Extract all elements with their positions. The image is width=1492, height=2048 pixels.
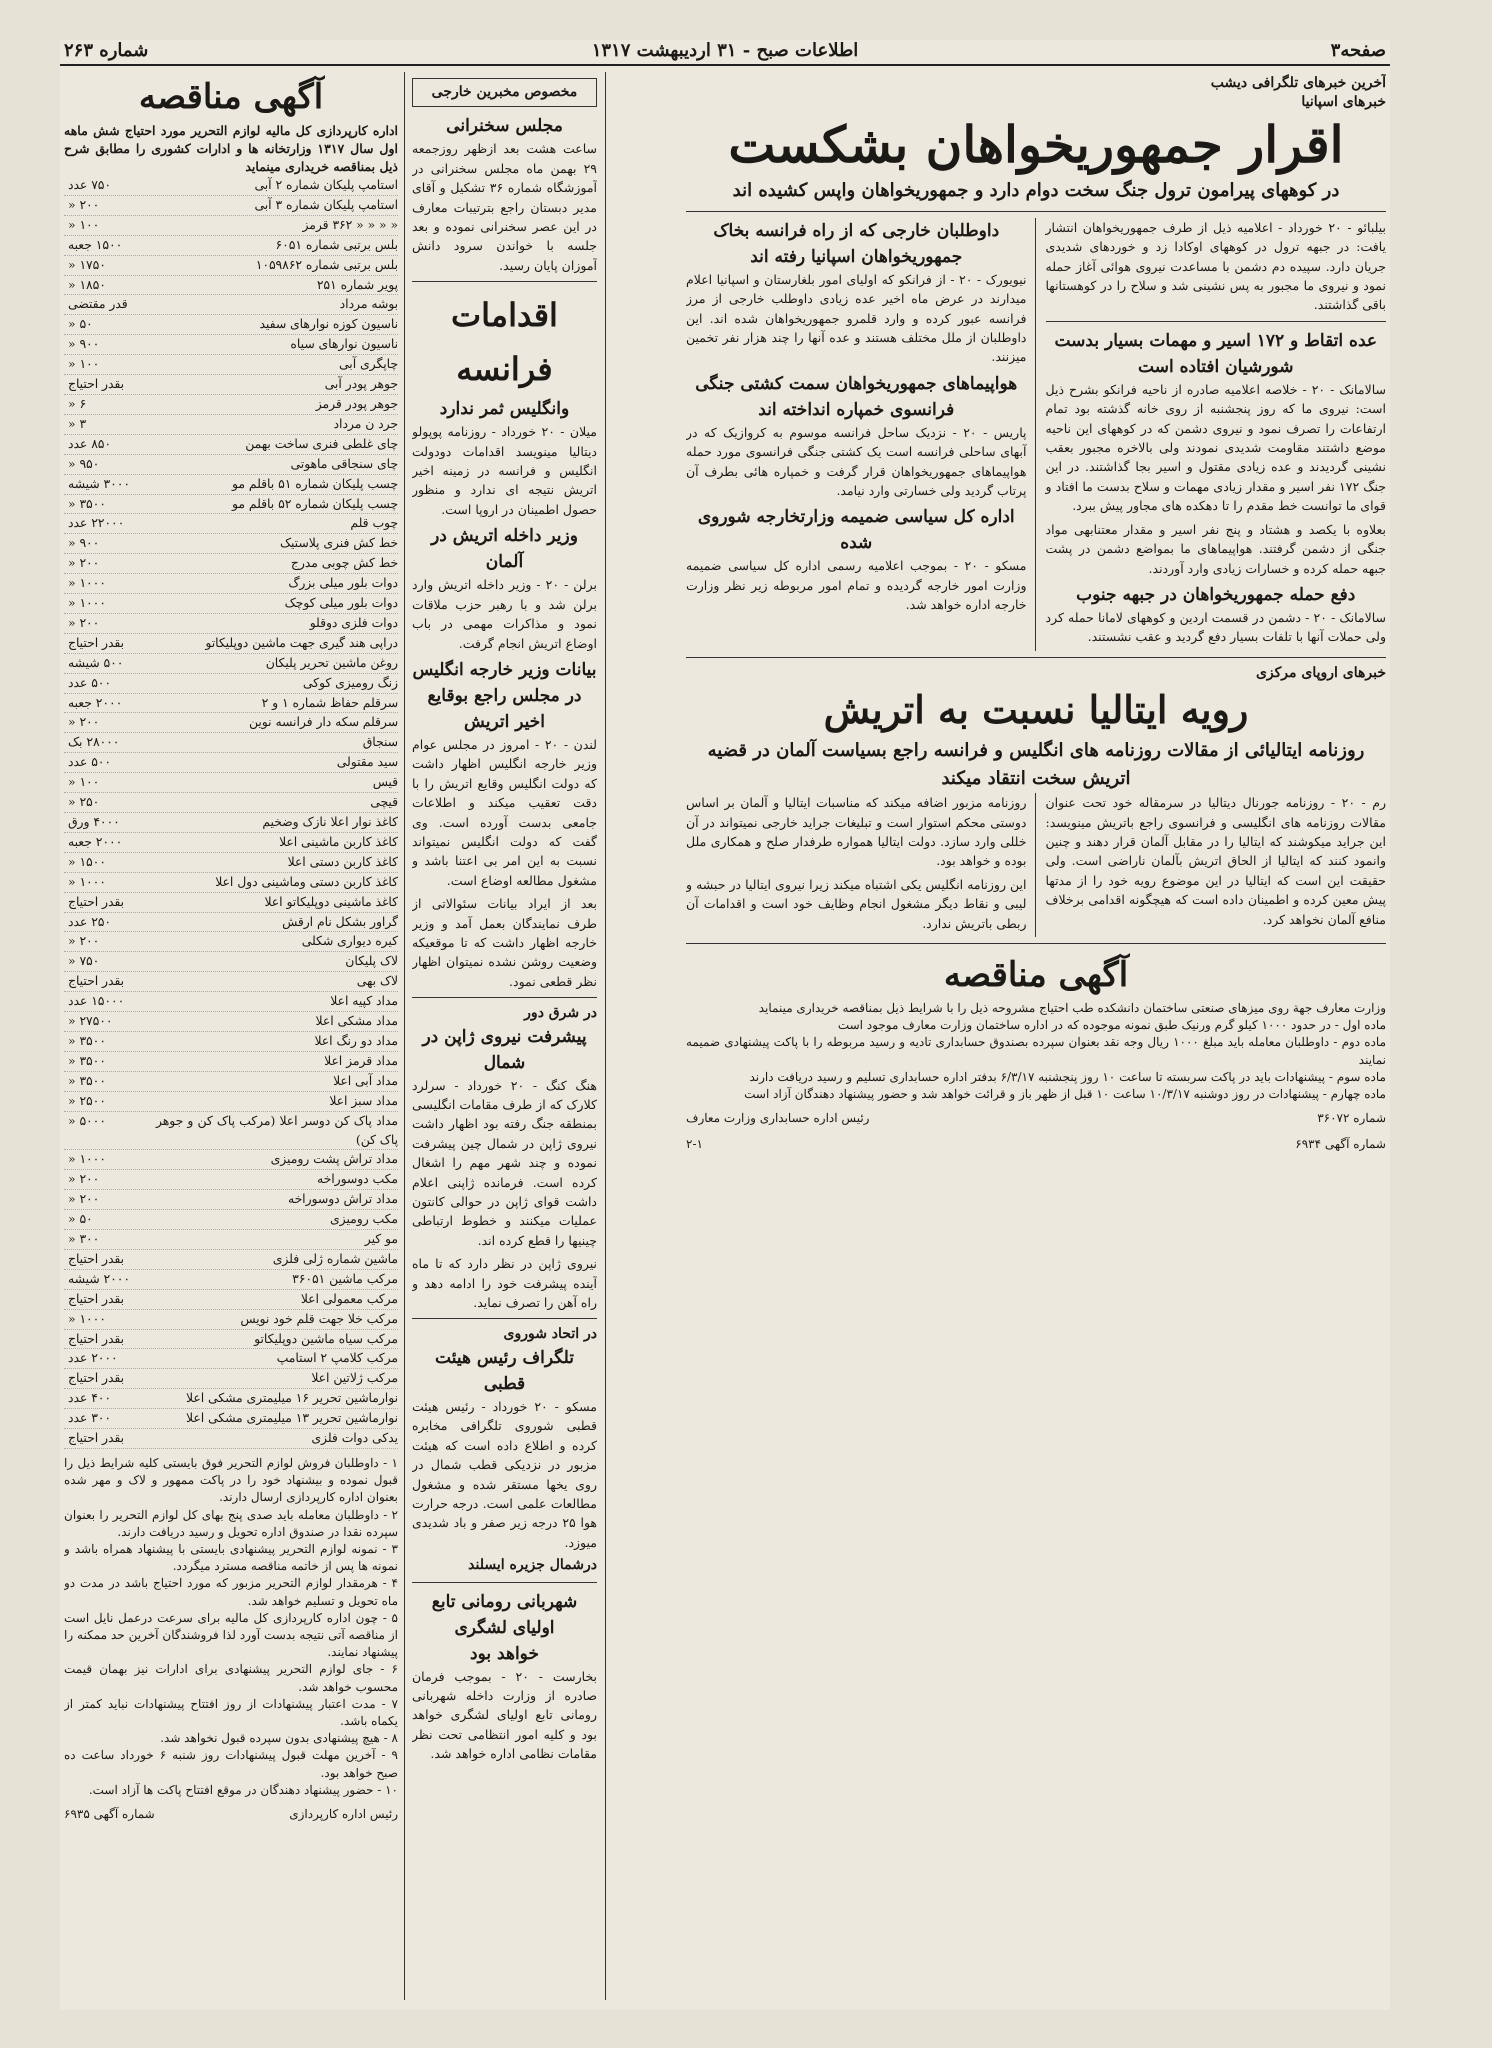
- supply-item-quantity: بقدر احتیاج: [68, 1431, 125, 1446]
- supply-item-quantity: ۳۵۰۰ «: [68, 1073, 106, 1088]
- south-front-paragraph: سالامانک - ۲۰ - دشمن در قسمت اردین و کوههای لامانا حمله کرد ولی حملات آنها با تلفات بسیار دفع گردید و عقب نشستند.: [1045, 609, 1386, 645]
- supply-item-name: دراپی هند گیری جهت ماشین دوپلیکاتو: [205, 635, 398, 650]
- supply-item-name: ماشین شماره ژلی فلزی: [272, 1251, 398, 1266]
- supply-item-name: ناسیون کوزه نوارهای سفید: [259, 317, 398, 332]
- supply-item-name: سنجاق: [362, 735, 398, 750]
- heading-soviet-admin: اداره کل سیاسی ضمیمه وزارتخارجه شوروی شده: [697, 507, 1015, 554]
- issue-number: شماره ۲۶۳: [64, 40, 149, 61]
- supply-item-quantity: ۳ «: [68, 416, 87, 431]
- supply-item-name: مداد تراش دوسوراخه: [287, 1192, 398, 1207]
- italy-columns: [686, 793, 1386, 937]
- supply-item-quantity: ۳۵۰۰ «: [68, 1053, 106, 1068]
- supply-item-quantity: ۲۰۰ «: [68, 1172, 100, 1187]
- supply-item-quantity: ۴۰۰۰ ورق: [68, 815, 120, 829]
- supply-item-quantity: ۵۰۰ عدد: [68, 755, 112, 770]
- section-central-europe: خبرهای اروپای مرکزی: [1255, 664, 1386, 681]
- supply-item-name: استامپ پلیکان شماره ۳ آبی: [254, 197, 398, 212]
- publication-date: اطلاعات صبح - ۳۱ اردیبهشت ۱۳۱۷: [591, 40, 859, 61]
- heading-volunteers: داوطلبان خارجی که از راه فرانسه بخاک جمهوریخواهان اسپانیا رفته اند: [713, 220, 1000, 267]
- supply-item: [64, 1150, 398, 1170]
- supply-item: [64, 773, 398, 793]
- supply-item: [64, 395, 398, 415]
- supply-item: [64, 176, 398, 196]
- supply-item-name: کاغذ کاربن ماشینی اعلا: [279, 834, 398, 849]
- supply-item-name: مکب دوسوراخه: [317, 1172, 398, 1187]
- heading-majlis: مجلس سخنرانی: [446, 116, 563, 137]
- supply-item-name: بلس برتبی شماره ۱۰۵۹۸۶۲: [255, 257, 398, 272]
- tender-ad-sign: رئیس اداره حسابداری وزارت معارف: [686, 1111, 870, 1126]
- supply-item-quantity: ۱۷۵۰ «: [68, 257, 106, 272]
- tender-ad-footer-2: [686, 1135, 1386, 1154]
- supply-condition: ۲ - داوطلبان معامله باید صدی پنج بهای کل لوازم التحریر را بعنوان سپرده نقدا در صندوق اداره تحویل و رسید دریافت دارند.: [64, 1507, 398, 1539]
- supply-item-name: مداد قرمز اعلا: [324, 1053, 398, 1068]
- supply-item-quantity: ۸۵۰ عدد: [68, 436, 112, 451]
- supply-item: [64, 1052, 398, 1072]
- heading-planes: هواپیماهای جمهوریخواهان سمت کشتی جنگی فرانسوی خمپاره انداخته اند: [695, 373, 1018, 420]
- supply-item: [64, 873, 398, 893]
- supply-item: [64, 534, 398, 554]
- tender-ad-title: آگهی مناقصه: [943, 954, 1129, 995]
- supply-item: [64, 753, 398, 773]
- tender-ad-line: ماده دوم - داوطلبان معامله باید مبلغ ۱۰۰۰ ریال وجه نقد بعنوان سپرده بصندوق حسابداری تادیه و رسید مربوطه را با پاکت پیشنهادی ضمیمه نمایند: [686, 1035, 1386, 1067]
- supply-item-name: چسب پلیکان شماره ۵۲ باقلم مو: [232, 496, 398, 511]
- tender-ad-line: ماده چهارم - پیشنهادات در روز دوشنبه ۱۰/۳/۱۷ ساعت ۱۰ قبل از ظهر باز و قرائت خواهد شد و حضور پیشنهاد دهندگان آزاد است: [744, 1086, 1386, 1101]
- supply-item-name: چاپگری آبی: [339, 357, 398, 372]
- supply-item: [64, 1230, 398, 1250]
- supply-item-name: بلس برتبی شماره ۶۰۵۱: [275, 237, 398, 252]
- supply-item-name: بوشه مرداد: [339, 297, 398, 312]
- tender-ad-intro: وزارت معارف جهة روی میزهای صنعتی ساختمان دانشکده طب احتیاج مشروحه ذیل را با شرایط ذیل بمناقصه خریداری مینماید: [758, 1000, 1386, 1015]
- prisoners-paragraph-2: بعلاوه با یکصد و هشتاد و پنج نفر اسیر و مقدار معتنابهی مواد جنگی از دشمن گرفتند. هواپیماهای ما بمواضع دشمن در پشت جبهه حمله کرده و خسارات زیادی وارد آوردند.: [1045, 521, 1386, 576]
- supply-item-quantity: ۳۵۰۰ «: [68, 496, 106, 511]
- supply-item-quantity: بقدر احتیاج: [68, 974, 125, 989]
- supply-item-quantity: ۲۲۰۰۰ عدد: [68, 516, 125, 531]
- british-statement-paragraph: لندن - ۲۰ - امروز در مجلس عوام وزیر خارجه انگلیس اظهار داشت که دولت انگلیس وقایع اتریش را با دقت تعقیب میکند و اطلاعات جامعی بدست آورده است. وی گفت که دولت انگلیس نمیتواند نسبت به این امر بی اعتنا باشد و مشغول مطالعه اوضاع است.: [412, 736, 597, 888]
- france-paragraph: میلان - ۲۰ خورداد - روزنامه پوپولو دیتالیا مینویسد اقدامات دودولت انگلیس و فرانسه در زمینه اخیر اتریش نتیجه ای ندارد و منظور حصول اطمینان در اروپا است.: [412, 424, 597, 517]
- supply-item-name: سرقلم سکه دار فرانسه نوین: [249, 715, 398, 730]
- supply-item: [64, 216, 398, 236]
- supply-item-name: « « « « ۳۶۲ قرمز: [302, 217, 398, 232]
- supply-item-name: یدکی دوات فلزی: [311, 1431, 398, 1446]
- heading-interior-minister: وزیر داخله اتریش در آلمان: [431, 526, 578, 573]
- masthead: [60, 40, 1390, 66]
- supply-item: [64, 1032, 398, 1052]
- supplies-conditions: [64, 1455, 398, 1799]
- supply-item-quantity: ۲۵۰ عدد: [68, 914, 112, 929]
- supply-item-name: ناسیون نوارهای سیاه: [290, 337, 398, 352]
- supply-item-quantity: ۹۰۰ «: [68, 337, 100, 352]
- supply-item: [64, 1310, 398, 1330]
- supply-condition: ۹ - آخرین مهلت قبول پیشنهادات روز شنبه ۶ خورداد ساعت ده صبح خواهد بود.: [64, 1748, 398, 1780]
- supply-item-name: قیچی: [370, 795, 398, 810]
- supply-item: [64, 295, 398, 315]
- supply-item-name: مو کیر: [364, 1232, 398, 1247]
- supply-item-name: مداد کپیه اعلا: [330, 994, 398, 1009]
- japan-paragraph-2: نیروی ژاپن در نظر دارد که تا ماه آینده پیشرفت خود را ادامه دهد و راه آهن را تصرف نماید.: [412, 1256, 597, 1311]
- supply-item-name: مرکب کلامپ ۲ استامپ: [276, 1351, 398, 1366]
- supplies-ad-number: شماره آگهی ۶۹۳۵: [64, 1807, 155, 1822]
- supply-item: [64, 495, 398, 515]
- supply-item-quantity: بقدر احتیاج: [68, 1371, 125, 1386]
- supply-item: [64, 1409, 398, 1429]
- supply-item-name: دوات بلور میلی کوچک: [284, 596, 398, 611]
- supply-item-quantity: بقدر احتیاج: [68, 1291, 125, 1306]
- supply-item-name: کاغذ نوار اعلا نازک وضخیم: [262, 815, 398, 829]
- supply-item: [64, 315, 398, 335]
- kicker-telegraph: آخرین خبرهای تلگرافی دیشب: [1210, 75, 1386, 91]
- supply-item: [64, 1250, 398, 1270]
- supply-item: [64, 913, 398, 933]
- supply-item-quantity: ۲۰۰۰ جعبه: [68, 695, 123, 710]
- newspaper-page: [60, 40, 1390, 2010]
- heading-prisoners: عده اتقاط و ۱۷۲ اسیر و مهمات بسیار بدست شورشیان افتاده است: [1054, 330, 1378, 377]
- supply-item: [64, 1369, 398, 1389]
- supply-item-name: کاغذ کاربن دستی اعلا: [287, 854, 398, 869]
- supply-item-name: کاغذ کاربن دستی وماشینی دول اعلا: [215, 874, 398, 889]
- headline-italy-austria: رویه ایتالیا نسبت به اتریش: [823, 687, 1249, 733]
- supply-item: [64, 375, 398, 395]
- supply-item-name: جوهر پودر قرمز: [315, 396, 398, 411]
- supply-item-name: چای سنجاقی ماهوتی: [290, 456, 398, 471]
- supply-item-name: کیره دیواری شکلی: [301, 934, 398, 949]
- supply-item-name: گراور بشکل نام ارقش: [282, 914, 398, 929]
- italy-paragraph-1: رم - ۲۰ - روزنامه جورنال دیتالیا در سرمقاله خود تحت عنوان مقالات روزنامه های انگلیسی و فرانسوی راجع باتریش مینویسد: این جراید میکوشند که ایتالیا را در مقابل آلمان قرار دهند و چنین وانمود کنند که ایتالیا از الحاق اتریش بآلمان ناراضی است. ولی حقیقت این است که ایتالیا در این موضوع رویه خود را از مدتها پیش معین کرده و اطمینان داده است که هیچگونه اقدامی برخلاف منافع آلمان نخواهد کرد.: [1045, 795, 1386, 927]
- supply-item-quantity: ۶ «: [68, 396, 87, 411]
- supply-condition: ۵ - چون اداره کارپردازی کل مالیه برای سرعت درعمل نایل است از مناقصه آتی نتیجه بدست آورد لذا فروشندگان آخرین حد ممکنه را پیشنهاد نمایند.: [64, 1610, 398, 1660]
- supply-item-quantity: ۲۰۰ «: [68, 556, 100, 571]
- supply-item-quantity: ۱۵۰۰ جعبه: [68, 237, 123, 252]
- romania-paragraph: بخارست - ۲۰ - بموجب فرمان صادره از وزارت داخله شهربانی رومانی تابع اولیای لشگری خواهد بود و کلیه امور انتظامی تحت نظر مقامات نظامی اداره خواهد شد.: [412, 1668, 597, 1762]
- supply-item-name: مرکب ماشین ۳۶۰۵۱: [292, 1271, 398, 1286]
- supply-item-quantity: بقدر احتیاج: [68, 635, 125, 650]
- supply-item: [64, 514, 398, 534]
- supply-item-quantity: ۵۰ «: [68, 317, 93, 332]
- supply-item-quantity: ۱۸۵۰ «: [68, 277, 106, 292]
- supply-item-name: مرکب خلا جهت قلم خود نویس: [240, 1311, 398, 1326]
- supply-condition: ۴ - هرمقدار لوازم التحریر مزبور که مورد احتیاج باشد در مدت دو ماه تحویل و تسلیم خواهد شد.: [64, 1576, 398, 1608]
- supply-item-quantity: ۱۰۰ «: [68, 775, 100, 790]
- supply-item-quantity: ۵۰۰ شیشه: [68, 655, 124, 670]
- supply-item: [64, 833, 398, 853]
- supply-item-quantity: ۲۰۰۰ جعبه: [68, 834, 123, 849]
- supply-item: [64, 932, 398, 952]
- supply-item-name: مداد سبز اعلا: [329, 1093, 398, 1108]
- tender-ad-footer: [686, 1109, 1386, 1128]
- supply-item-quantity: ۱۰۰ «: [68, 217, 100, 232]
- section-soviet: در اتحاد شوروی: [503, 1326, 597, 1343]
- british-statement-paragraph-2: بعد از ایراد بیانات سئوالاتی از طرف نمایندگان بعمل آمد و وزیر خارجه اظهار داشت که تا موقعیکه وضعیت روشن نشده نمیتوان اظهار نظر قطعی نمود.: [412, 896, 597, 989]
- supply-item: [64, 634, 398, 654]
- supply-item: [64, 276, 398, 296]
- supply-item-name: خط کش فنری پلاستیک: [279, 536, 398, 551]
- tender-ad-page: ۲-۱: [686, 1136, 703, 1151]
- supply-item: [64, 1092, 398, 1112]
- supply-condition: ۳ - نمونه لوازم التحریر پیشنهادی بایستی با پیشنهاد همراه باشد و نمونه ها پس از خاتمه مناقصه مسترد میگردد.: [64, 1542, 398, 1574]
- tender-ad-ref: شماره ۳۶۰۷۲: [1317, 1111, 1386, 1126]
- supply-item: [64, 455, 398, 475]
- supply-item-quantity: ۵۰۰ عدد: [68, 675, 112, 690]
- supply-item-name: قیس: [372, 775, 398, 790]
- supply-item-quantity: ۲۷۵۰۰ «: [68, 1014, 113, 1029]
- supply-condition: ۶ - جای لوازم التحریر پیشنهادی برای ادارات نیز بهمان قیمت محسوب خواهد شد.: [64, 1662, 398, 1694]
- tender-ad-line: ماده سوم - پیشنهادات باید در پاکت سربسته تا ساعت ۱۰ روز پنجشنبه ۶/۳/۱۷ بدفتر اداره حسابداری تسلیم و رسید دریافت دارند: [749, 1069, 1386, 1084]
- correspondents-box: [412, 78, 597, 107]
- heading-polar: تلگراف رئیس هیئت قطبی: [435, 1347, 574, 1394]
- supply-item: [64, 1190, 398, 1210]
- headline-france: اقدامات فرانسه: [451, 296, 558, 389]
- supply-item-quantity: ۹۰۰ «: [68, 536, 100, 551]
- supply-item-quantity: ۵۰ «: [68, 1212, 93, 1227]
- supply-item-name: مداد دو رنگ اعلا: [314, 1033, 398, 1048]
- supply-item: [64, 793, 398, 813]
- supply-item-quantity: بقدر احتیاج: [68, 894, 125, 909]
- supply-item: [64, 713, 398, 733]
- subheadline-france: وانگلیس ثمر ندارد: [439, 399, 570, 420]
- supply-item-quantity: ۱۰۰۰ «: [68, 874, 106, 889]
- supply-item: [64, 1012, 398, 1032]
- supply-item-quantity: ۲۰۰ «: [68, 615, 100, 630]
- supply-condition: ۷ - مدت اعتبار پیشنهادات از روز افتتاح پیشنهادات نباید کمتر از یکماه باشد.: [64, 1696, 398, 1729]
- supply-item-name: مداد آبی اعلا: [333, 1073, 398, 1088]
- subheading-romania: خواهد بود: [470, 1643, 539, 1664]
- polar-paragraph: مسکو - ۲۰ خورداد - رئیس هیئت قطبی شوروی تلگرافی مخابره کرده و اطلاع داده است که هیئت مزبور در نزدیکی قطب شمال در روی یخها مستقر شده و مشغول مطالعات علمی است. درجه حرارت هوا ۲۵ درجه زیر صفر و باد شدیدی میوزد.: [412, 1398, 597, 1550]
- supply-item: [64, 1270, 398, 1290]
- supply-item-quantity: ۲۰۰ «: [68, 715, 100, 730]
- supply-condition: ۸ - هیچ پیشنهادی بدون سپرده قبول نخواهد شد.: [160, 1731, 398, 1746]
- supply-item: [64, 1330, 398, 1350]
- page-number: صفحه۳: [1330, 40, 1386, 61]
- supply-item: [64, 236, 398, 256]
- supply-item-name: خط کش چوبی مدرج: [290, 556, 398, 571]
- supply-item-name: دوات فلزی دوقلو: [309, 615, 398, 630]
- supply-item: [64, 196, 398, 216]
- supply-item: [64, 992, 398, 1012]
- spain-columns: [686, 218, 1386, 651]
- tender-ad-number: شماره آگهی ۶۹۳۴: [1295, 1136, 1386, 1151]
- supplies-ad-sign: رئیس اداره کارپردازی: [289, 1807, 398, 1822]
- supply-item: [64, 893, 398, 913]
- supply-item: [64, 435, 398, 455]
- supply-item-name: نوارماشین تحریر ۱۶ میلیمتری مشکی اعلا: [186, 1391, 398, 1406]
- supply-item-quantity: ۹۵۰ «: [68, 456, 100, 471]
- ad-column-left: [64, 72, 398, 2000]
- supply-item-quantity: ۴۰۰ عدد: [68, 1391, 112, 1406]
- supply-item-quantity: ۱۵۰۰۰ عدد: [68, 994, 125, 1009]
- supply-item-quantity: ۷۵۰ عدد: [68, 178, 112, 192]
- supply-item-name: مکب رومیزی: [330, 1212, 398, 1227]
- supply-item-quantity: بقدر احتیاج: [68, 377, 125, 392]
- supply-condition: ۱ - داوطلبان فروش لوازم التحریر فوق بایستی کلیه شرایط ذیل را قبول نموده و بیشنهاد خود را در پاکت ممهور و لاک و مهر شده بعنوان اداره کارپردازی ارسال دارند.: [64, 1456, 398, 1505]
- supply-item: [64, 694, 398, 714]
- supply-item-name: استامپ پلیکان شماره ۲ آبی: [254, 178, 398, 192]
- supply-item-name: جوهر پودر آبی: [324, 377, 398, 392]
- supply-item-name: مرکب معمولی اعلا: [300, 1291, 398, 1306]
- supply-item: [64, 972, 398, 992]
- supply-item-name: لاک پلیکان: [345, 954, 398, 969]
- supply-item: [64, 1349, 398, 1369]
- italy-paragraph-2: روزنامه مزبور اضافه میکند که مناسبات ایتالیا و آلمان بر اساس دوستی محکم استوار است و تبلیغات جراید خارجی نمیتواند در آن خللی وارد سازد. دولت ایتالیا همواره طرفدار صلح و همکاری ملل بوده و خواهد بود.: [686, 795, 1027, 869]
- supplies-ad-intro: اداره کارپردازی کل مالیه لوازم التحریر مورد احتیاج شش ماهه اول سال ۱۳۱۷ وزارتخانه ها و ادارات کشوری را مطابق شرح ذیل بمناقصه خریداری مینماید: [64, 123, 398, 174]
- supply-item-quantity: ۲۰۰۰ عدد: [68, 1351, 118, 1366]
- supply-item-quantity: بقدر احتیاج: [68, 1331, 125, 1346]
- supply-item: [64, 1429, 398, 1449]
- supply-item: [64, 813, 398, 833]
- news-column-middle: [412, 72, 597, 2000]
- subheadline-italy-austria: روزنامه ایتالیائی از مقالات روزنامه های انگلیس و فرانسه راجع بسیاست آلمان در قضیه اتریش سخت انتقاد میکند: [707, 740, 1365, 790]
- supply-item: [64, 674, 398, 694]
- prisoners-paragraph: سالامانک - ۲۰ - خلاصه اعلامیه صادره از ناحیه فرانکو بشرح ذیل است: نیروی ما که روز پنجشنبه از روی خانه گذشته بود تمام ارتفاعات را تصرف نمود و نیروی دشمن که در کوههای این ناحیه موضع داشتند مقاومت شدیدی نمودند ولی بالاخره مجبور بعقب نشینی گردیدند و عده زیادی مقتول و اسیر بجا گذاشتند. در این جنگ ۱۷۲ نفر اسیر و مقدار زیادی مهمات و سلاح بدست ما افتاد و قوای ما توانست خط مقدم را تا دهکده های مجاور پیش ببرد.: [1045, 381, 1386, 514]
- supply-item-quantity: ۲۰۰ «: [68, 934, 100, 949]
- supplies-ad-title: آگهی مناقصه: [138, 77, 324, 117]
- tender-ad-line: ماده اول - در حدود ۱۰۰۰ کیلو گرم ورنیک طبق نمونه موجوده که در اداره ساختمان وزارت معارف موجود است: [837, 1018, 1386, 1033]
- section-iceland: درشمال جزیره ایسلند: [468, 1557, 597, 1574]
- supplies-ad-footer: [64, 1805, 398, 1824]
- supply-item-name: جرد ن مرداد: [333, 416, 398, 431]
- supply-item: [64, 594, 398, 614]
- supply-item: [64, 335, 398, 355]
- heading-japan: پیشرفت نیروی ژاپن در شمال: [422, 1026, 587, 1073]
- supply-item: [64, 1170, 398, 1190]
- italy-paragraph-3: این روزنامه انگلیس یکی اشتباه میکند زیرا نیروی ایتالیا در حبشه و لیبی و نقاط دیگر مشغول انجام وظایف خود است و اقدامات آن ربطی باتریش ندارد.: [686, 876, 1027, 931]
- supply-item-quantity: ۲۰۰ «: [68, 197, 100, 212]
- supplies-list: [64, 176, 398, 1449]
- supply-item: [64, 1389, 398, 1409]
- supply-item-quantity: ۳۰۰ عدد: [68, 1411, 112, 1426]
- spain-paragraph: بیلبائو - ۲۰ خورداد - اعلامیه ذیل از طرف جمهوریخواهان انتشار یافت: در جبهه ترول در کوههای اوکادا زد و خوردهای شدیدی جریان دارد. سپیده دم دشمن با مساعدت نیروی هوائی آغاز حمله نمود و نیروی ما مجبور به پس نشینی شد و سلاح را در کوهستانها باقی گذاشتند.: [1045, 219, 1386, 313]
- supply-item-quantity: ۱۰۰۰ «: [68, 1152, 106, 1167]
- correspondents-box-head: مخصوص مخبرین خارجی: [431, 84, 578, 100]
- heading-romania: شهربانی رومانی تابع اولیای لشگری: [431, 1591, 578, 1638]
- supply-item-name: مداد تراش پشت رومیزی: [270, 1152, 398, 1167]
- supply-item-quantity: ۵۰۰۰ «: [68, 1113, 106, 1128]
- supply-item: [64, 355, 398, 375]
- supply-item-quantity: قدر مقتضی: [68, 297, 128, 312]
- headline-republicans: اقرار جمهوریخواهان بشکست: [728, 114, 1344, 174]
- supply-item-name: مرکب ژلاتین اعلا: [311, 1371, 398, 1386]
- japan-paragraph: هنگ کنگ - ۲۰ خورداد - سرلرد کلارک که از طرف مقامات انگلیسی بمنطقه جنگ رفته بود اظهار داشت نیروی ژاپن در شمال چین پیشرفت نموده و چند شهر مهم را اشغال کرده است. فرمانده ژاپنی اعلام داشت قوای ژاپن در حوالی کانتون عملیات میکنند و خطوط ارتباطی چینیها را قطع کرده اند.: [412, 1077, 597, 1248]
- supply-item-name: مرکب سیاه ماشین دوپلیکاتو: [254, 1331, 398, 1346]
- supply-item-name: روغن ماشین تحریر پلیکان: [265, 655, 398, 670]
- supply-item-quantity: ۷۵۰ «: [68, 954, 100, 969]
- supply-item-name: چسب پلیکان شماره ۵۱ باقلم مو: [232, 476, 398, 491]
- supply-item: [64, 415, 398, 435]
- supply-item-quantity: ۳۰۰۰ شیشه: [68, 476, 130, 491]
- supply-item-quantity: ۲۵۰۰ «: [68, 1093, 106, 1108]
- supply-item: [64, 614, 398, 634]
- majlis-paragraph: ساعت هشت بعد ازظهر روزجمعه ۲۹ بهمن ماه مجلس سخنرانی در آموزشگاه شماره ۳۶ تشکیل و آقای مدیر دبستان راجع بترتیبات معارف در این عصر سخنرانی نموده و بعد جلسه با خواندن سرود دانش آموزان پایان رسید.: [412, 141, 597, 273]
- supply-item-quantity: ۱۰۰۰ «: [68, 1311, 106, 1326]
- supply-item-name: دوات بلور میلی بزرگ: [288, 576, 398, 591]
- supply-item-quantity: ۲۰۰ «: [68, 1192, 100, 1207]
- supply-item: [64, 952, 398, 972]
- supply-item-name: سید مقتولی: [336, 755, 398, 770]
- supply-item: [64, 554, 398, 574]
- supply-item-quantity: ۱۵۰۰ «: [68, 854, 106, 869]
- supply-item-name: نوارماشین تحریر ۱۳ میلیمتری مشکی اعلا: [186, 1411, 398, 1426]
- supply-item-name: پویر شماره ۲۵۱: [316, 277, 398, 292]
- supply-item-name: مداد پاک کن دوسر اعلا (مرکب پاک کن و جوهر پاک کن): [156, 1113, 398, 1147]
- supply-item-quantity: ۲۸۰۰۰ بک: [68, 735, 120, 750]
- supply-item: [64, 256, 398, 276]
- supply-item-quantity: ۲۵۰ «: [68, 795, 100, 810]
- planes-paragraph: پاریس - ۲۰ - نزدیک ساحل فرانسه موسوم به کروازیک که در آبهای ساحلی فرانسه است یک کشتی جنگی فرانسوی مورد حمله هواپیماهای جمهوریخواهان قرار گرفت و خمپاره هائی بطرف آن پرتاب گردید ولی خسارتی وارد نیامد.: [686, 424, 1027, 499]
- supply-item: [64, 1210, 398, 1230]
- supply-condition: ۱۰ - حضور پیشنهاد دهندگان در موقع افتتاح پاکت ها آزاد است.: [88, 1782, 398, 1797]
- supply-item-name: زنگ رومیزی کوکی: [302, 675, 398, 690]
- supply-item: [64, 1290, 398, 1310]
- soviet-admin-paragraph: مسکو - ۲۰ - بموجب اعلامیه رسمی اداره کل سیاسی ضمیمه وزارت امور خارجه گردیده و تمام امور مربوطه زیر نظر وزارت خارجه اداره خواهد شد.: [686, 558, 1027, 613]
- interior-paragraph: برلن - ۲۰ - وزیر داخله اتریش وارد برلن شد و با رهبر حزب ملاقات نمود و مذاکرات مهمی در باب اوضاع اتریش انجام گرفت.: [412, 577, 597, 651]
- supply-item: [64, 475, 398, 495]
- supply-item-name: چای غلطی فنری ساخت بهمن: [245, 436, 398, 451]
- supply-item-name: سرقلم حفاظ شماره ۱ و ۲: [261, 695, 398, 710]
- supply-item: [64, 1112, 398, 1151]
- supply-item-quantity: ۱۰۰ «: [68, 357, 100, 372]
- supply-item-quantity: ۱۰۰۰ «: [68, 576, 106, 591]
- supply-item: [64, 574, 398, 594]
- supply-item-name: لاک بهی: [356, 974, 398, 989]
- supply-item-name: کاغذ ماشینی دوپلیکاتو اعلا: [264, 894, 398, 909]
- supply-item-quantity: ۲۰۰۰ شیشه: [68, 1271, 130, 1286]
- supply-item: [64, 853, 398, 873]
- heading-british-statement: بیانات وزیر خارجه انگلیس در مجلس راجع بوقایع اخیر اتریش: [412, 659, 597, 732]
- section-spain: خبرهای اسپانیا: [1301, 94, 1386, 111]
- heading-south-front: دفع حمله جمهوریخواهان در جبهه جنوب: [1076, 584, 1356, 605]
- supply-item: [64, 1072, 398, 1092]
- section-far-east: در شرق دور: [524, 1005, 597, 1022]
- news-column-right: [686, 74, 1386, 2000]
- supply-item-quantity: ۱۰۰۰ «: [68, 596, 106, 611]
- supply-item-quantity: بقدر احتیاج: [68, 1251, 125, 1266]
- supply-item-quantity: ۳۰۰ «: [68, 1232, 100, 1247]
- supply-item: [64, 733, 398, 753]
- supply-item: [64, 654, 398, 674]
- volunteers-paragraph: نیویورک - ۲۰ - از فرانکو که اولیای امور بلغارستان و اسپانیا اعلام میدارند در عرض ماه اخیر عده زیادی داوطلب خارجی از مرز فرانسه عبور کرده و وارد قلمرو جمهوریخواهان شده اند. این داوطلبان از ملل مختلف هستند و عده آنها را چند هزار نفر تخمین میزنند.: [686, 271, 1027, 365]
- supply-item-name: مداد مشکی اعلا: [315, 1014, 398, 1029]
- supply-item-name: چوب قلم: [350, 516, 398, 531]
- supply-item-quantity: ۳۵۰۰ «: [68, 1033, 106, 1048]
- subheadline-republicans: در کوههای پیرامون ترول جنگ سخت دوام دارد و جمهوریخواهان واپس کشیده اند: [732, 179, 1340, 201]
